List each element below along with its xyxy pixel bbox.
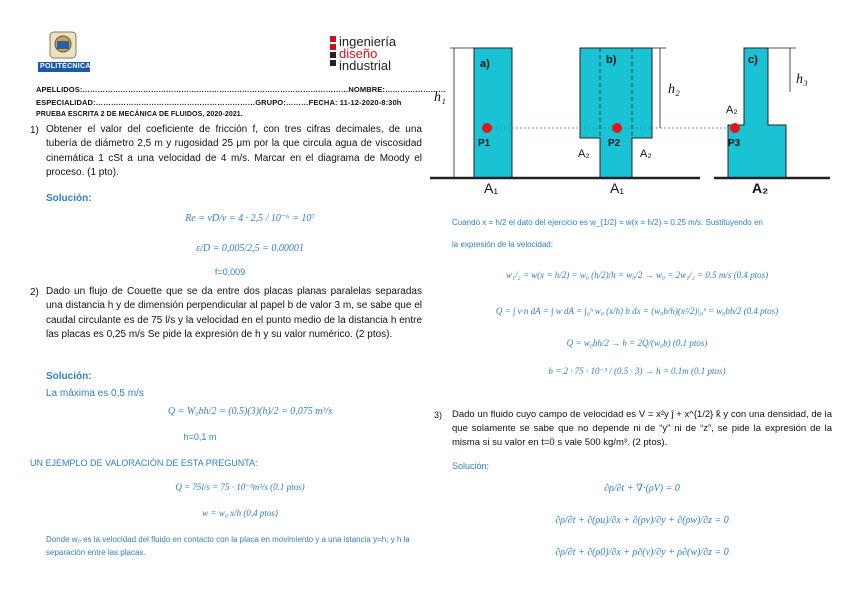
- upm-logo: [36, 28, 92, 76]
- q3-solution-label: Solución:: [452, 461, 490, 471]
- point-p1: [482, 123, 492, 133]
- q2c-eq3: Q = w₀bh/2 → h = 2Q/(w₀b) (0.1 ptos): [566, 338, 708, 348]
- q3-eq1: ∂ρ/∂t + ∇·(ρV) = 0: [604, 483, 680, 494]
- q2-eq-q2: Q = 75l/s = 75 · 10⁻³m³/s (0.1 ptos): [175, 482, 305, 492]
- label-h2: h₂: [668, 82, 680, 97]
- label-a1-mid: A₁: [610, 180, 625, 196]
- q2c-eq4: h = 2 · 75 · 10⁻³ / (0.5 · 3) → h = 0.1m (0.1 ptos): [548, 366, 726, 376]
- q1-eq-eps: ε/D = 0,005/2,5 = 0.00001: [196, 243, 304, 254]
- tanks-diagram: [430, 30, 840, 200]
- q2-text: Dado un flujo de Couette que se da entre dos placas planas paralelas separadas una distancia h y de dimensión perpendicular al papel b de valor 3 m, se sabe que el caudal circulante es de 75 l/s y la velocidad en el punto medio de la distancia h entre las placas es 0,25 m/s Se pide la expresión de h y su valor numérico. (2 ptos).: [46, 286, 422, 341]
- label-a2-right: A₂: [752, 180, 769, 196]
- q2-eq-q: Q = W₀bh/2 = (0.5)(3)(h)/2 = 0,075 m³/s: [167, 406, 333, 417]
- label-p3: P3: [728, 138, 741, 149]
- q2-eq-w: w = w₀ x/h (0,4 ptos): [202, 508, 278, 518]
- label-p1: P1: [478, 138, 491, 149]
- q2-solution-label: Solución:: [46, 371, 92, 382]
- logo-text-2: diseño: [339, 46, 378, 61]
- logo-text-3: industrial: [339, 58, 392, 73]
- school-logo: [326, 32, 416, 74]
- q2c-eq1: w₁/₂ = w(x = h/2) = w₀ (h/2)/h = w₀/2 → w₀ = 2w₁/₂ = 0.5 m/s (0.4 ptos): [505, 270, 769, 280]
- label-h1: h₁: [434, 90, 446, 105]
- apellidos-line: APELLIDOS:……………………………………………………………………………………………NOMBRE:……………………: [36, 85, 446, 94]
- q2-note: Donde w₀ es la velocidad del fluido en contacto con la placa en movimiento y a una istancia y=h, y h la separación entre las placas.: [46, 535, 410, 557]
- label-b: b): [606, 54, 617, 66]
- q1-result: f=0,009: [214, 267, 246, 277]
- q3-eq3: ∂ρ/∂t + ∂(ρ0)/∂x + ρ∂(v)/∂y + ρ∂(w)/∂z = 0: [555, 547, 729, 558]
- label-a2-b-left: A₂: [578, 148, 590, 160]
- q2-max-label: La máxima es 0,5 m/s: [46, 388, 144, 399]
- q2-number: 2): [30, 287, 39, 298]
- exam-title: PRUEBA ESCRITA 2 DE MECÁNICA DE FLUIDOS, 2020-2021.: [36, 111, 243, 118]
- label-a2-b-right: A₂: [640, 148, 652, 160]
- label-h3: h₃: [796, 72, 808, 87]
- q2-example-label: UN EJEMPLO DE VALORACIÓN DE ESTA PREGUNTA:: [30, 458, 258, 468]
- especialidad-line: ESPECIALIDAD:………………………………………………………GRUPO:………FECHA: 11-12-2020-8:30h: [36, 98, 402, 107]
- point-p3: [730, 123, 740, 133]
- q2-result: h=0,1 m: [183, 432, 217, 442]
- university-label: POLITÉCNICA: [40, 63, 91, 70]
- point-p2: [612, 123, 622, 133]
- q1-number: 1): [30, 125, 39, 136]
- logo-text-1: ingeniería: [339, 34, 397, 49]
- label-c: c): [748, 54, 758, 66]
- q1-text: Obtener el valor del coeficiente de fricción f, con tres cifras decimales, de una tubería de diámetro 2,5 m y rugosidad 25 μm por la que circula agua de viscosidad cinemática 1 cSt a una velocidad de 4 m/s. Marcar en el diagrama de Moody el proceso. (1 pto).: [46, 124, 422, 179]
- label-p2: P2: [608, 138, 621, 149]
- label-a2-c: A₂: [726, 104, 738, 116]
- q2c-line2: la expresión de la velocidad:: [452, 240, 553, 249]
- q2c-line1: Cuando x = h/2 el dato del ejercicio es w_{1/2} = w(x = h/2) = 0.25 m/s. Sustituyendo en: [452, 218, 763, 227]
- q3-text: Dado un fluido cuyo campo de velocidad es V = x²y ĵ + x^{1/2} k̂ y con una densidad, de la que solamente se sabe que no depende ni de “y” ni de “z”, se pide la expresión de la misma si su valor en t=0 s vale 500 kg/m³. (2 ptos).: [452, 409, 832, 448]
- q1-solution-label: Solución:: [46, 193, 92, 204]
- q2c-eq2: Q = ∫ v·n dA = ∫ w dA = ∫₀ʰ w₀ (x/h) b dx = (w₀b/h)(x²/2)|₀ʰ = w₀bh/2 (0.4 ptos): [495, 306, 779, 316]
- label-a1-left: A₁: [484, 180, 499, 196]
- label-a: a): [480, 58, 490, 70]
- q3-number: 3): [434, 410, 443, 420]
- q3-eq2: ∂ρ/∂t + ∂(ρu)/∂x + ∂(ρv)/∂y + ∂(ρw)/∂z = 0: [555, 515, 729, 526]
- q1-eq-re: Re = vD/ν = 4 · 2,5 / 10⁻⁶ = 10⁷: [185, 213, 315, 224]
